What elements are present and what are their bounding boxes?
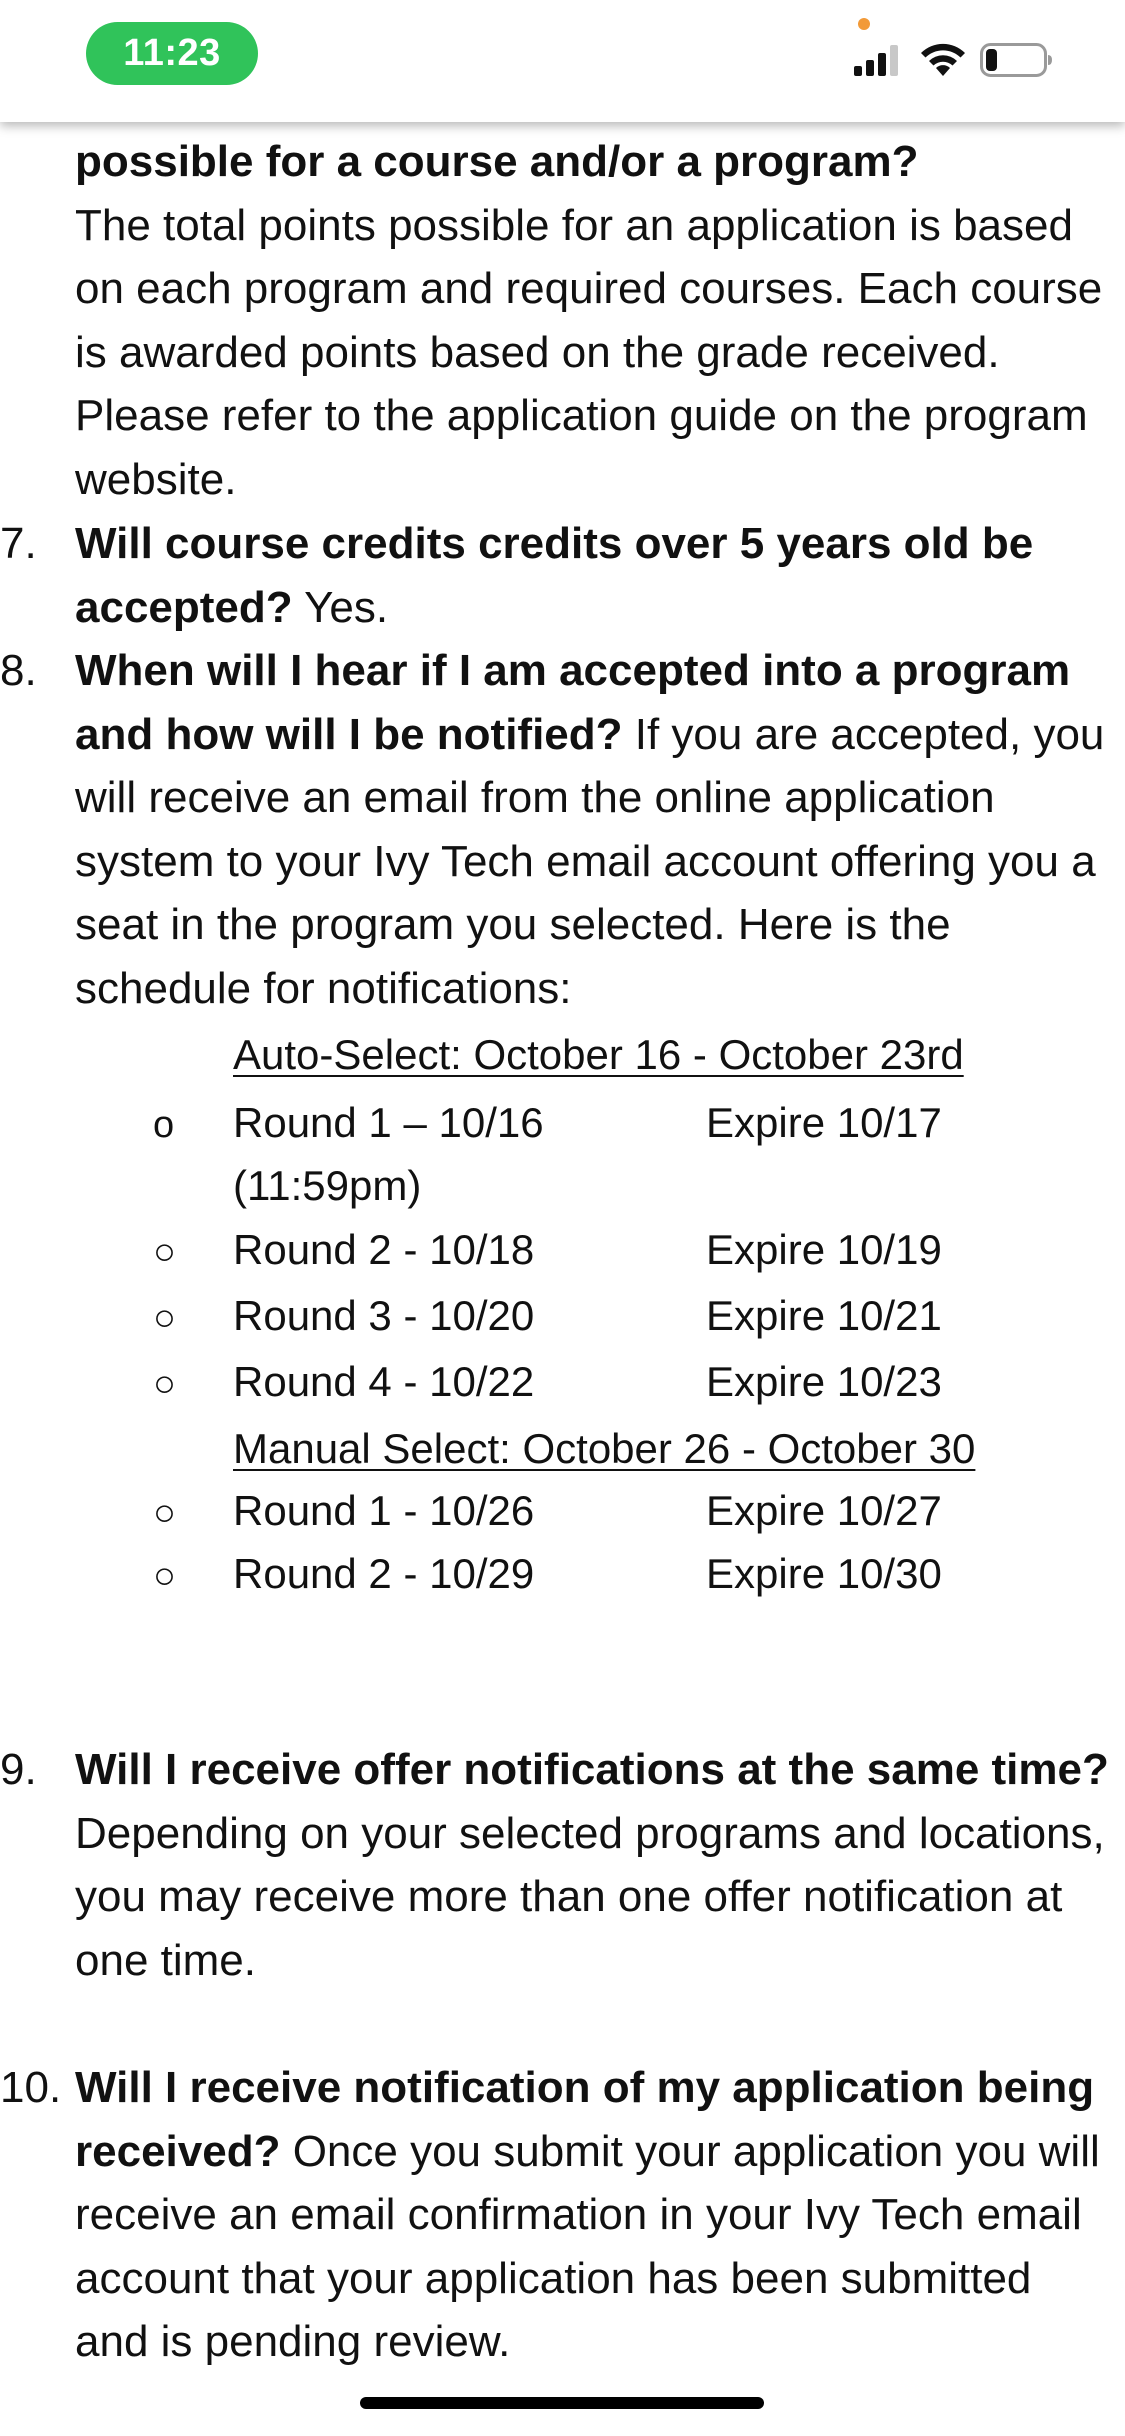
intro-paragraph xyxy=(75,130,1115,511)
signal-icon xyxy=(852,42,900,78)
auto-round-4-expire: Expire 10/23 xyxy=(706,1358,942,1405)
auto-round-3: Round 3 - 10/20 xyxy=(233,1292,535,1339)
manual-round-2-expire: Expire 10/30 xyxy=(706,1550,942,1597)
intro-answer: The total points possible for an application is based on each program and required courses. Each course is awarded points based on the grade received. Please refer to the application guide on the program website. xyxy=(75,200,1103,504)
q7-question: Will course credits credits over 5 years old be accepted? xyxy=(75,519,1034,632)
q8-paragraph xyxy=(75,639,1125,1020)
auto-round-3-expire: Expire 10/21 xyxy=(706,1292,942,1339)
q10-answer: Once you submit your application you will receive an email confirmation in your Ivy Tech email account that your application has been submitted and is pending review. xyxy=(75,2126,1100,2366)
q7-number: 7. xyxy=(0,519,37,568)
privacy-indicator-dot xyxy=(858,18,870,30)
status-time[interactable]: 11:23 xyxy=(86,22,258,85)
manual-round-1-bullet: ○ xyxy=(153,1492,176,1534)
q8-number: 8. xyxy=(0,646,37,695)
auto-round-1-expire: Expire 10/17 xyxy=(706,1099,942,1146)
manual-round-1-expire: Expire 10/27 xyxy=(706,1487,942,1534)
auto-round-1-time: (11:59pm) xyxy=(233,1162,422,1209)
wifi-icon xyxy=(918,42,968,78)
intro-question-tail: possible for a course and/or a program? xyxy=(75,137,919,186)
q10-question: Will I receive notification of my application being received? xyxy=(75,2063,1095,2176)
manual-round-2-bullet: ○ xyxy=(153,1555,176,1597)
q9-number: 9. xyxy=(0,1745,37,1794)
battery-icon xyxy=(980,42,1054,78)
auto-round-1-bullet: o xyxy=(153,1104,175,1146)
auto-round-4-bullet: ○ xyxy=(153,1363,176,1405)
manual-select-heading: Manual Select: October 26 - October 30 xyxy=(233,1425,976,1472)
status-bar xyxy=(0,0,1125,122)
q9-question: Will I receive offer notifications at the same time? xyxy=(75,1745,1109,1794)
auto-round-3-bullet: ○ xyxy=(153,1297,176,1339)
q9-paragraph xyxy=(75,1738,1115,1992)
auto-round-2-bullet: ○ xyxy=(153,1231,176,1273)
q7-paragraph xyxy=(75,512,1115,639)
q10-paragraph xyxy=(75,2056,1115,2374)
manual-round-2: Round 2 - 10/29 xyxy=(233,1550,535,1597)
q8-answer: If you are accepted, you will receive an email from the online application system to your Ivy Tech email account offering you a seat in the program you selected. Here is the schedule for notifications: xyxy=(75,709,1105,1013)
auto-round-2-expire: Expire 10/19 xyxy=(706,1226,942,1273)
home-indicator[interactable] xyxy=(360,2397,764,2409)
q8-question: When will I hear if I am accepted into a program and how will I be notified? xyxy=(75,646,1071,759)
q9-answer: Depending on your selected programs and locations, you may receive more than one offer notification at one time. xyxy=(75,1808,1105,1985)
q10-number: 10. xyxy=(0,2063,62,2112)
auto-round-2: Round 2 - 10/18 xyxy=(233,1226,535,1273)
q7-answer: Yes. xyxy=(292,582,389,632)
auto-select-heading: Auto-Select: October 16 - October 23rd xyxy=(233,1031,964,1078)
auto-round-4: Round 4 - 10/22 xyxy=(233,1358,535,1405)
auto-round-1: Round 1 – 10/16 xyxy=(233,1099,544,1146)
manual-round-1: Round 1 - 10/26 xyxy=(233,1487,535,1534)
